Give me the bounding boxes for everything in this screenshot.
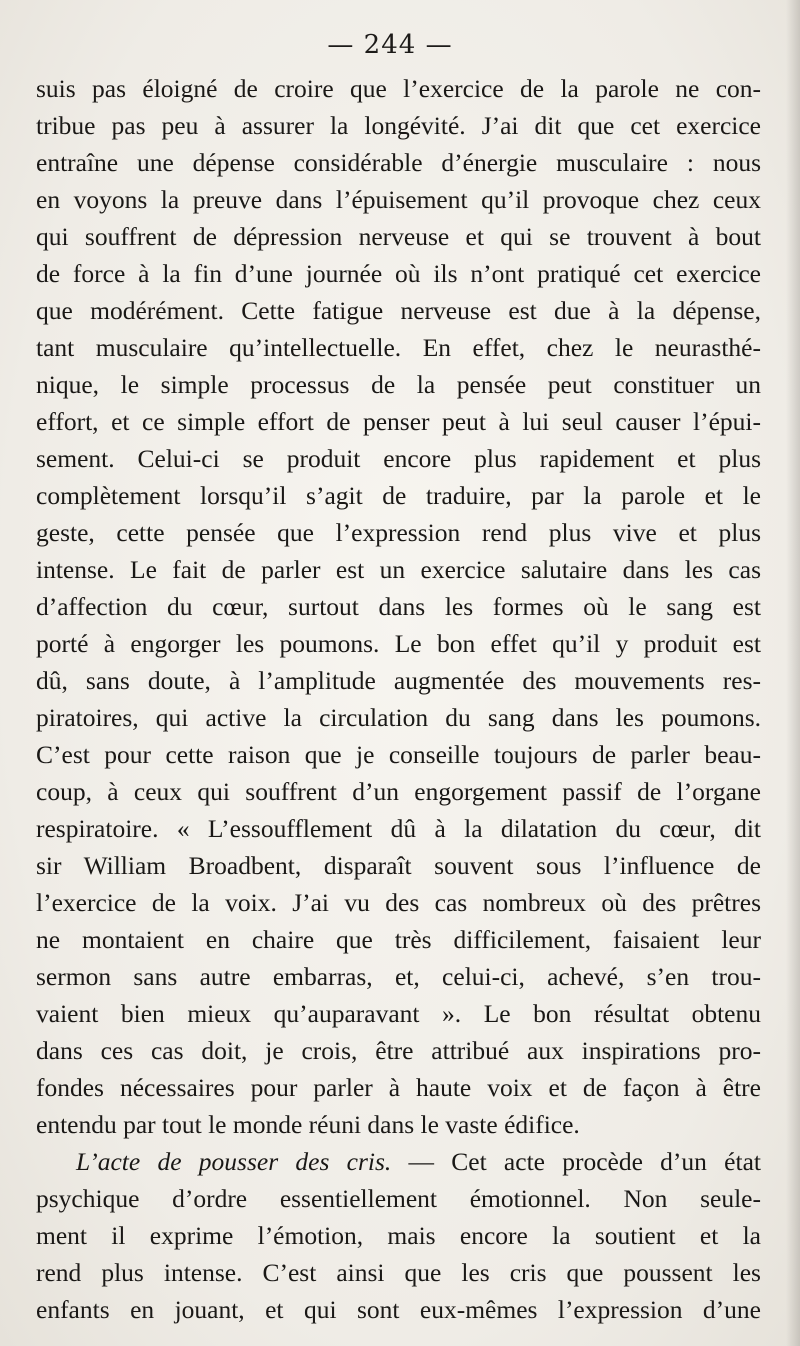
text-line: d’affection du cœur, surtout dans les formes où le sang est [36, 592, 761, 621]
text-line: piratoires, qui active la circulation du sang dans les poumons. [36, 703, 761, 732]
text-line: C’est pour cette raison que je conseille toujours de parler beau- [36, 740, 761, 769]
text-line: en voyons la preuve dans l’épuisement qu’il provoque chez ceux [36, 185, 761, 214]
text-line: nique, le simple processus de la pensée peut constituer un [36, 370, 761, 399]
page-edge-shadow [786, 0, 800, 1346]
text-line: coup, à ceux qui souffrent d’un engorgement passif de l’organe [36, 777, 761, 806]
text-line: porté à engorger les poumons. Le bon effet qu’il y produit est [36, 629, 761, 658]
page-number: — 244 — [327, 30, 453, 60]
text-line: respiratoire. « L’essoufflement dû à la dilatation du cœur, dit [36, 814, 761, 843]
text-line: dû, sans doute, à l’amplitude augmentée des mouvements res- [36, 666, 761, 695]
text-line: dans ces cas doit, je crois, être attribué aux inspirations pro- [36, 1036, 761, 1065]
text-line: suis pas éloigné de croire que l’exercice de la parole ne con- [36, 74, 761, 103]
body-text [36, 70, 761, 1328]
text-line: intense. Le fait de parler est un exercice salutaire dans les cas [36, 555, 761, 584]
text-line: vaient bien mieux qu’auparavant ». Le bon résultat obtenu [36, 999, 761, 1028]
text-line: de force à la fin d’une journée où ils n’ont pratiqué cet exercice [36, 259, 761, 288]
section-heading-continuation: — Cet acte procède d’un état [391, 1147, 761, 1176]
text-line: sermon sans autre embarras, et, celui-ci, achevé, s’en trou- [36, 962, 761, 991]
text-line: ment il exprime l’émotion, mais encore la soutient et la [36, 1221, 761, 1250]
text-line: rend plus intense. C’est ainsi que les cris que poussent les [36, 1258, 761, 1287]
text-line-paragraph-end: entendu par tout le monde réuni dans le vaste édifice. [36, 1110, 580, 1139]
text-line: effort, et ce simple effort de penser peut à lui seul causer l’épui- [36, 407, 761, 436]
section-heading: L’acte de pousser des cris. [76, 1147, 392, 1176]
text-line: sir William Broadbent, disparaît souvent sous l’influence de [36, 851, 761, 880]
text-line: l’exercice de la voix. J’ai vu des cas nombreux où des prêtres [36, 888, 761, 917]
text-line: geste, cette pensée que l’expression rend plus vive et plus [36, 518, 761, 547]
text-line: entraîne une dépense considérable d’énergie musculaire : nous [36, 148, 761, 177]
text-line: sement. Celui-ci se produit encore plus rapidement et plus [36, 444, 761, 473]
text-line: enfants en jouant, et qui sont eux-mêmes l’expression d’une [36, 1295, 761, 1324]
text-line: ne montaient en chaire que très difficilement, faisaient leur [36, 925, 761, 954]
text-line: complètement lorsqu’il s’agit de traduire, par la parole et le [36, 481, 761, 510]
text-line: fondes nécessaires pour parler à haute voix et de façon à être [36, 1073, 761, 1102]
text-line: qui souffrent de dépression nerveuse et qui se trouvent à bout [36, 222, 761, 251]
text-line: que modérément. Cette fatigue nerveuse est due à la dépense, [36, 296, 761, 325]
text-line: psychique d’ordre essentiellement émotionnel. Non seule- [36, 1184, 761, 1213]
text-line: tribue pas peu à assurer la longévité. J’ai dit que cet exercice [36, 111, 761, 140]
section-heading-line [36, 1143, 761, 1180]
text-line: tant musculaire qu’intellectuelle. En effet, chez le neurasthé- [36, 333, 761, 362]
